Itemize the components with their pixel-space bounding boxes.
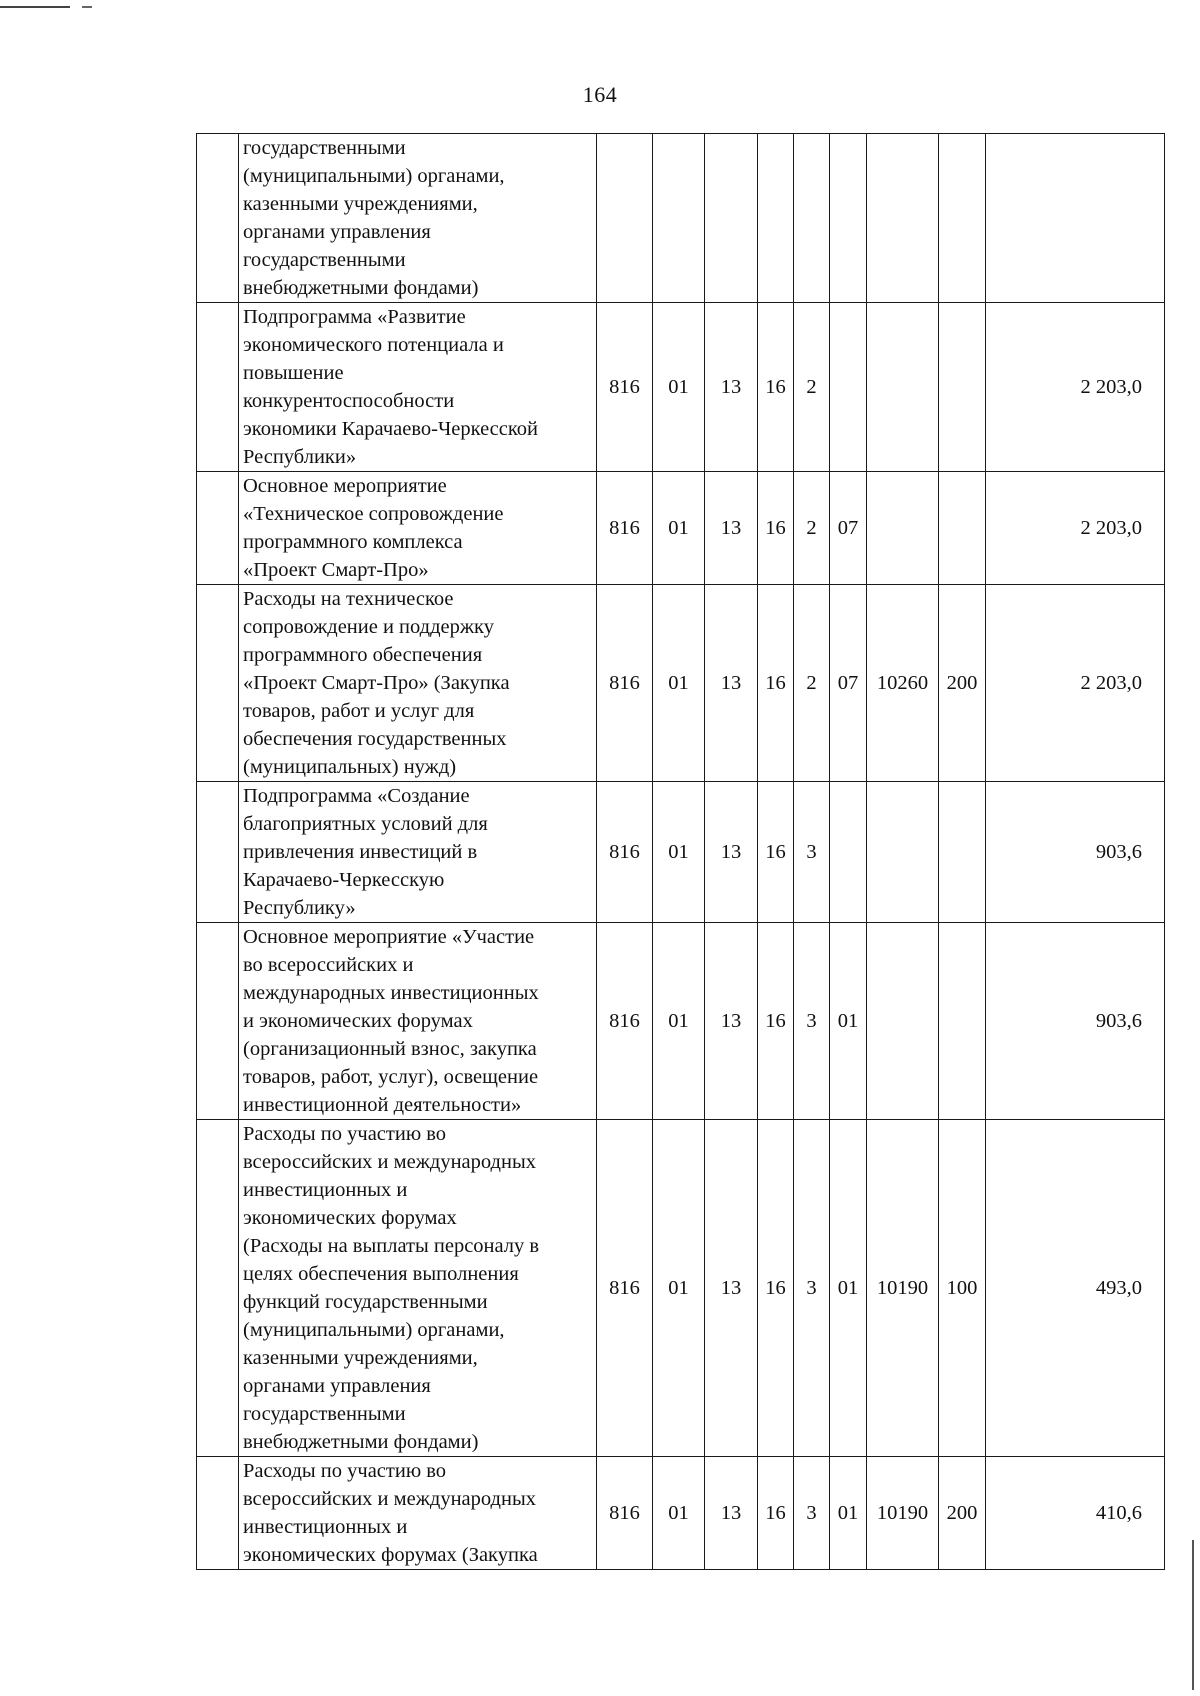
code-cell-csr-subprogram: 3 bbox=[794, 1457, 830, 1570]
description-line: функций государственными bbox=[243, 1291, 488, 1313]
description-line: инвестиционных и bbox=[243, 1516, 408, 1538]
description-line: целях обеспечения выполнения bbox=[243, 1263, 519, 1285]
table-row bbox=[197, 585, 1165, 782]
description-line: казенными учреждениями, bbox=[243, 193, 478, 215]
code-cell-ved: 816 bbox=[597, 472, 653, 585]
description-cell bbox=[239, 134, 597, 303]
description-line: (муниципальными) органами, bbox=[243, 1319, 505, 1341]
description-line: инвестиционных и bbox=[243, 1179, 408, 1201]
amount-cell: 903,6 bbox=[986, 782, 1165, 923]
description-line: Расходы по участию во bbox=[243, 1123, 447, 1145]
description-line: Карачаево-Черкесскую bbox=[243, 869, 445, 891]
code-cell-rz: 01 bbox=[653, 1120, 705, 1457]
table-row bbox=[197, 923, 1165, 1120]
code-cell-csr-direction bbox=[867, 134, 939, 303]
description-line: (муниципальными) органами, bbox=[243, 165, 505, 187]
code-cell-ved: 816 bbox=[597, 585, 653, 782]
code-cell-csr-program: 16 bbox=[758, 1457, 794, 1570]
code-cell-vr bbox=[939, 303, 986, 472]
code-cell-csr-event: 01 bbox=[830, 1457, 867, 1570]
description-line: Основное мероприятие bbox=[243, 475, 447, 497]
description-line: казенными учреждениями, bbox=[243, 1347, 478, 1369]
code-cell-pr: 13 bbox=[705, 472, 758, 585]
description-line: обеспечения государственных bbox=[243, 728, 507, 750]
description-line: привлечения инвестиций в bbox=[243, 841, 478, 863]
description-line: государственными bbox=[243, 137, 406, 159]
code-cell-csr-subprogram: 2 bbox=[794, 585, 830, 782]
description-line: программного комплекса bbox=[243, 531, 463, 553]
description-line: государственными bbox=[243, 249, 406, 271]
code-cell-vr bbox=[939, 472, 986, 585]
description-line: Республику» bbox=[243, 897, 356, 919]
code-cell-csr-event: 07 bbox=[830, 472, 867, 585]
table-row bbox=[197, 134, 1165, 303]
code-cell-vr: 200 bbox=[939, 1457, 986, 1570]
description-line: органами управления bbox=[243, 1375, 431, 1397]
row-number-cell bbox=[197, 1457, 239, 1570]
code-cell-pr: 13 bbox=[705, 782, 758, 923]
description-line: повышение bbox=[243, 362, 344, 384]
description-cell bbox=[239, 782, 597, 923]
description-line: экономики Карачаево-Черкесской bbox=[243, 418, 539, 440]
description-cell bbox=[239, 472, 597, 585]
description-line: товаров, работ и услуг для bbox=[243, 700, 475, 722]
description-line: экономических форумах bbox=[243, 1207, 457, 1229]
code-cell-pr: 13 bbox=[705, 923, 758, 1120]
row-number-cell bbox=[197, 585, 239, 782]
description-cell bbox=[239, 923, 597, 1120]
code-cell-rz: 01 bbox=[653, 585, 705, 782]
description-line: внебюджетными фондами) bbox=[243, 277, 479, 299]
description-line: экономических форумах (Закупка bbox=[243, 1544, 538, 1566]
code-cell-pr bbox=[705, 134, 758, 303]
code-cell-csr-subprogram: 2 bbox=[794, 472, 830, 585]
description-line: конкурентоспособности bbox=[243, 390, 455, 412]
code-cell-ved: 816 bbox=[597, 782, 653, 923]
row-number-cell bbox=[197, 472, 239, 585]
code-cell-csr-program: 16 bbox=[758, 923, 794, 1120]
code-cell-rz: 01 bbox=[653, 303, 705, 472]
page-number: 164 bbox=[582, 82, 618, 107]
description-cell bbox=[239, 303, 597, 472]
code-cell-csr-event: 01 bbox=[830, 1120, 867, 1457]
code-cell-rz: 01 bbox=[653, 472, 705, 585]
description-line: благоприятных условий для bbox=[243, 813, 488, 835]
code-cell-ved: 816 bbox=[597, 923, 653, 1120]
row-number-cell bbox=[197, 303, 239, 472]
description-line: Республики» bbox=[243, 446, 357, 468]
description-line: органами управления bbox=[243, 221, 431, 243]
description-line: Расходы на техническое bbox=[243, 588, 454, 610]
table-row bbox=[197, 782, 1165, 923]
table-row bbox=[197, 1457, 1165, 1570]
description-line: Основное мероприятие «Участие bbox=[243, 926, 535, 948]
table-body bbox=[197, 134, 1165, 1570]
description-line: международных инвестиционных bbox=[243, 982, 539, 1004]
code-cell-csr-subprogram: 2 bbox=[794, 303, 830, 472]
code-cell-csr-event bbox=[830, 134, 867, 303]
table-row bbox=[197, 1120, 1165, 1457]
code-cell-csr-direction bbox=[867, 472, 939, 585]
description-line: внебюджетными фондами) bbox=[243, 1431, 479, 1453]
description-cell bbox=[239, 1457, 597, 1570]
code-cell-ved: 816 bbox=[597, 303, 653, 472]
code-cell-csr-subprogram: 3 bbox=[794, 923, 830, 1120]
code-cell-ved: 816 bbox=[597, 1120, 653, 1457]
amount-cell: 2 203,0 bbox=[986, 472, 1165, 585]
row-number-cell bbox=[197, 782, 239, 923]
budget-table bbox=[196, 133, 1165, 1570]
table-row bbox=[197, 472, 1165, 585]
scan-artifact-mark bbox=[82, 6, 92, 8]
code-cell-pr: 13 bbox=[705, 303, 758, 472]
description-line: «Проект Смарт-Про» (Закупка bbox=[243, 672, 510, 694]
code-cell-pr: 13 bbox=[705, 585, 758, 782]
code-cell-csr-direction bbox=[867, 923, 939, 1120]
description-line: и экономических форумах bbox=[243, 1010, 473, 1032]
code-cell-csr-program: 16 bbox=[758, 1120, 794, 1457]
code-cell-csr-subprogram bbox=[794, 134, 830, 303]
amount-cell: 2 203,0 bbox=[986, 303, 1165, 472]
description-line: товаров, работ, услуг), освещение bbox=[243, 1066, 539, 1088]
code-cell-rz: 01 bbox=[653, 782, 705, 923]
code-cell-pr: 13 bbox=[705, 1120, 758, 1457]
description-line: (организационный взнос, закупка bbox=[243, 1038, 537, 1060]
code-cell-csr-direction: 10190 bbox=[867, 1457, 939, 1570]
row-number-cell bbox=[197, 1120, 239, 1457]
amount-cell: 2 203,0 bbox=[986, 585, 1165, 782]
description-line: Подпрограмма «Создание bbox=[243, 785, 470, 807]
description-line: «Техническое сопровождение bbox=[243, 503, 504, 525]
description-line: всероссийских и международных bbox=[243, 1151, 536, 1173]
code-cell-csr-direction: 10190 bbox=[867, 1120, 939, 1457]
scan-artifact-edge bbox=[1192, 1540, 1194, 1690]
amount-cell: 903,6 bbox=[986, 923, 1165, 1120]
description-line: программного обеспечения bbox=[243, 644, 483, 666]
code-cell-vr: 100 bbox=[939, 1120, 986, 1457]
code-cell-csr-direction bbox=[867, 782, 939, 923]
code-cell-csr-event: 01 bbox=[830, 923, 867, 1120]
code-cell-rz: 01 bbox=[653, 923, 705, 1120]
description-line: «Проект Смарт-Про» bbox=[243, 559, 429, 581]
code-cell-rz: 01 bbox=[653, 1457, 705, 1570]
code-cell-csr-direction bbox=[867, 303, 939, 472]
code-cell-csr-program: 16 bbox=[758, 782, 794, 923]
description-line: во всероссийских и bbox=[243, 954, 414, 976]
scan-artifact-mark bbox=[0, 6, 70, 8]
row-number-cell bbox=[197, 923, 239, 1120]
code-cell-csr-event: 07 bbox=[830, 585, 867, 782]
code-cell-vr: 200 bbox=[939, 585, 986, 782]
description-cell bbox=[239, 585, 597, 782]
code-cell-csr-subprogram: 3 bbox=[794, 782, 830, 923]
description-line: (Расходы на выплаты персоналу в bbox=[243, 1235, 540, 1257]
table-row bbox=[197, 303, 1165, 472]
code-cell-vr bbox=[939, 923, 986, 1120]
description-line: всероссийских и международных bbox=[243, 1488, 536, 1510]
code-cell-csr-event bbox=[830, 303, 867, 472]
code-cell-ved bbox=[597, 134, 653, 303]
amount-cell bbox=[986, 134, 1165, 303]
description-line: сопровождение и поддержку bbox=[243, 616, 494, 638]
description-line: Подпрограмма «Развитие bbox=[243, 306, 466, 328]
description-line: экономического потенциала и bbox=[243, 334, 504, 356]
code-cell-csr-subprogram: 3 bbox=[794, 1120, 830, 1457]
code-cell-vr bbox=[939, 782, 986, 923]
code-cell-ved: 816 bbox=[597, 1457, 653, 1570]
description-cell bbox=[239, 1120, 597, 1457]
code-cell-csr-program bbox=[758, 134, 794, 303]
code-cell-pr: 13 bbox=[705, 1457, 758, 1570]
code-cell-csr-program: 16 bbox=[758, 303, 794, 472]
code-cell-csr-event bbox=[830, 782, 867, 923]
code-cell-csr-direction: 10260 bbox=[867, 585, 939, 782]
code-cell-csr-program: 16 bbox=[758, 472, 794, 585]
code-cell-vr bbox=[939, 134, 986, 303]
description-line: государственными bbox=[243, 1403, 406, 1425]
amount-cell: 493,0 bbox=[986, 1120, 1165, 1457]
description-line: инвестиционной деятельности» bbox=[243, 1094, 522, 1116]
row-number-cell bbox=[197, 134, 239, 303]
description-line: Расходы по участию во bbox=[243, 1460, 447, 1482]
amount-cell: 410,6 bbox=[986, 1457, 1165, 1570]
code-cell-csr-program: 16 bbox=[758, 585, 794, 782]
code-cell-rz bbox=[653, 134, 705, 303]
description-line: (муниципальных) нужд) bbox=[243, 756, 457, 778]
